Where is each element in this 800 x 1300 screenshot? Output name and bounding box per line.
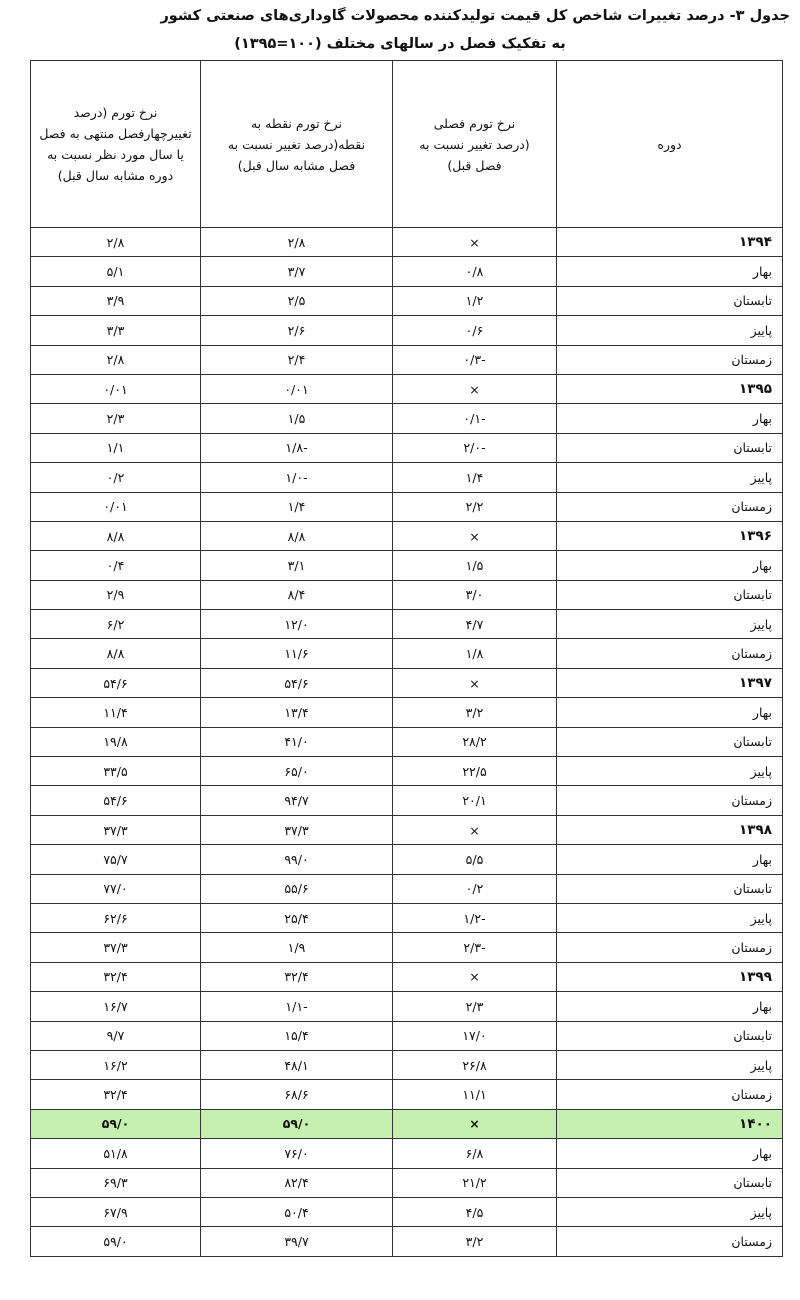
point-cell: ۲/۵ [201,286,393,315]
year-row [31,228,783,257]
annual-cell: ۱/۱ [31,433,201,462]
seasonal-cell: -۲/۰ [393,433,557,462]
annual-cell: ۰/۴ [31,551,201,580]
table-row [31,610,783,639]
annual-cell: ۳۲/۴ [31,962,201,991]
table-row [31,933,783,962]
year-row [31,521,783,550]
point-cell: ۶۵/۰ [201,757,393,786]
seasonal-cell: × [393,962,557,991]
seasonal-cell: ۳/۰ [393,580,557,609]
seasonal-cell: ۰/۸ [393,257,557,286]
table-row [31,757,783,786]
table-row [31,698,783,727]
annual-cell: ۸/۸ [31,639,201,668]
annual-cell: ۷۵/۷ [31,845,201,874]
seasonal-cell: ۲۸/۲ [393,727,557,756]
header-annual: نرخ تورم (درصد تغییرچهارفصل منتهی به فصل یا سال مورد نظر نسبت به دوره مشابه سال قبل) [31,61,201,228]
point-cell: ۵۴/۶ [201,668,393,697]
point-cell: ۳/۱ [201,551,393,580]
inflation-table [30,60,783,1257]
period-cell: زمستان [557,933,783,962]
point-cell: ۳۲/۴ [201,962,393,991]
seasonal-cell: ۲۱/۲ [393,1168,557,1197]
period-cell: زمستان [557,1227,783,1256]
annual-cell: ۲/۸ [31,228,201,257]
annual-cell: ۲/۸ [31,345,201,374]
point-cell: ۱۲/۰ [201,610,393,639]
table-row [31,1050,783,1079]
annual-cell: ۶/۲ [31,610,201,639]
seasonal-cell: -۱/۲ [393,903,557,932]
point-cell: ۲۵/۴ [201,903,393,932]
point-cell: ۶۸/۶ [201,1080,393,1109]
annual-cell: ۱۱/۴ [31,698,201,727]
table-row [31,845,783,874]
period-cell: تابستان [557,1168,783,1197]
point-cell: ۹۴/۷ [201,786,393,815]
table-row [31,551,783,580]
period-cell: بهار [557,551,783,580]
point-cell: ۲/۴ [201,345,393,374]
seasonal-cell: -۰/۳ [393,345,557,374]
period-cell: تابستان [557,1021,783,1050]
seasonal-cell: -۲/۳ [393,933,557,962]
annual-cell: ۳۷/۳ [31,933,201,962]
table-row [31,433,783,462]
seasonal-cell: ۵/۵ [393,845,557,874]
seasonal-cell: ۴/۷ [393,610,557,639]
table-row [31,1168,783,1197]
point-cell: ۲/۶ [201,316,393,345]
table-row [31,639,783,668]
period-cell: تابستان [557,580,783,609]
table-row [31,874,783,903]
period-cell: ۱۳۹۹ [557,962,783,991]
year-row [31,668,783,697]
table-row [31,786,783,815]
seasonal-cell: ۲۶/۸ [393,1050,557,1079]
period-cell: بهار [557,698,783,727]
table-row [31,286,783,315]
table-row [31,345,783,374]
annual-cell: ۲/۳ [31,404,201,433]
annual-cell: ۵۴/۶ [31,786,201,815]
point-cell: ۲/۸ [201,228,393,257]
seasonal-cell: × [393,1109,557,1138]
annual-cell: ۶۷/۹ [31,1197,201,1226]
point-cell: ۱/۹ [201,933,393,962]
table-row [31,1197,783,1226]
header-period: دوره [557,61,783,228]
annual-cell: ۳۷/۳ [31,815,201,844]
period-cell: پاییز [557,316,783,345]
seasonal-cell: ۱۱/۱ [393,1080,557,1109]
point-cell: ۵۹/۰ [201,1109,393,1138]
point-cell: ۷۶/۰ [201,1139,393,1168]
period-cell: ۱۳۹۷ [557,668,783,697]
table-body [31,228,783,1257]
table-row [31,1139,783,1168]
table-row [31,1021,783,1050]
period-cell: بهار [557,1139,783,1168]
point-cell: ۴۸/۱ [201,1050,393,1079]
annual-cell: ۰/۲ [31,463,201,492]
annual-cell: ۳/۳ [31,316,201,345]
period-cell: ۱۳۹۴ [557,228,783,257]
seasonal-cell: ۰/۲ [393,874,557,903]
annual-cell: ۶۹/۳ [31,1168,201,1197]
seasonal-cell: ۰/۶ [393,316,557,345]
table-row [31,727,783,756]
annual-cell: ۸/۸ [31,521,201,550]
seasonal-cell: ۱۷/۰ [393,1021,557,1050]
point-cell: ۳۹/۷ [201,1227,393,1256]
annual-cell: ۳۲/۴ [31,1080,201,1109]
annual-cell: ۵/۱ [31,257,201,286]
seasonal-cell: × [393,668,557,697]
point-cell: ۳۷/۳ [201,815,393,844]
period-cell: پاییز [557,1197,783,1226]
seasonal-cell: ۱/۵ [393,551,557,580]
seasonal-cell: ۱/۲ [393,286,557,315]
period-cell: پاییز [557,463,783,492]
period-cell: بهار [557,257,783,286]
point-cell: ۱۵/۴ [201,1021,393,1050]
seasonal-cell: ۱/۸ [393,639,557,668]
period-cell: ۱۳۹۵ [557,374,783,403]
point-cell: ۸/۴ [201,580,393,609]
point-cell: ۳/۷ [201,257,393,286]
title-line-1: جدول ۳- درصد تغییرات شاخص کل قیمت تولیدکننده محصولات گاوداری‌های صنعتی کشور [160,8,790,24]
annual-cell: ۱۶/۲ [31,1050,201,1079]
annual-cell: ۰/۰۱ [31,374,201,403]
year-row [31,1109,783,1138]
seasonal-cell: ۴/۵ [393,1197,557,1226]
table-row [31,492,783,521]
period-cell: زمستان [557,639,783,668]
point-cell: ۱۳/۴ [201,698,393,727]
annual-cell: ۱۹/۸ [31,727,201,756]
seasonal-cell: ۳/۲ [393,698,557,727]
period-cell: زمستان [557,1080,783,1109]
table-row [31,257,783,286]
period-cell: ۱۳۹۶ [557,521,783,550]
seasonal-cell: ۲/۲ [393,492,557,521]
header-row [31,61,783,228]
period-cell: زمستان [557,786,783,815]
annual-cell: ۷۷/۰ [31,874,201,903]
point-cell: ۴۱/۰ [201,727,393,756]
period-cell: پاییز [557,610,783,639]
period-cell: بهار [557,845,783,874]
period-cell: پاییز [557,757,783,786]
point-cell: ۸/۸ [201,521,393,550]
period-cell: زمستان [557,492,783,521]
period-cell: تابستان [557,727,783,756]
seasonal-cell: ۱/۴ [393,463,557,492]
seasonal-cell: × [393,815,557,844]
annual-cell: ۳/۹ [31,286,201,315]
period-cell: بهار [557,992,783,1021]
annual-cell: ۲/۹ [31,580,201,609]
annual-cell: ۰/۰۱ [31,492,201,521]
point-cell: ۵۰/۴ [201,1197,393,1226]
period-cell: پاییز [557,903,783,932]
year-row [31,815,783,844]
seasonal-cell: ۲/۳ [393,992,557,1021]
year-row [31,374,783,403]
seasonal-cell: ۲۲/۵ [393,757,557,786]
table-row [31,463,783,492]
period-cell: تابستان [557,433,783,462]
seasonal-cell: ۳/۲ [393,1227,557,1256]
seasonal-cell: ۲۰/۱ [393,786,557,815]
point-cell: -۱/۰ [201,463,393,492]
period-cell: پاییز [557,1050,783,1079]
annual-cell: ۶۲/۶ [31,903,201,932]
period-cell: بهار [557,404,783,433]
point-cell: ۱/۴ [201,492,393,521]
table-row [31,316,783,345]
point-cell: ۱۱/۶ [201,639,393,668]
period-cell: زمستان [557,345,783,374]
seasonal-cell: ۶/۸ [393,1139,557,1168]
point-cell: -۱/۸ [201,433,393,462]
table-row [31,992,783,1021]
seasonal-cell: × [393,521,557,550]
table-row [31,1080,783,1109]
table-row [31,903,783,932]
period-cell: تابستان [557,286,783,315]
point-cell: ۰/۰۱ [201,374,393,403]
year-row [31,962,783,991]
table-row [31,404,783,433]
seasonal-cell: -۰/۱ [393,404,557,433]
annual-cell: ۵۹/۰ [31,1227,201,1256]
header-seasonal: نرخ تورم فصلی (درصد تغییر نسبت به فصل قبل) [393,61,557,228]
annual-cell: ۵۹/۰ [31,1109,201,1138]
point-cell: ۱/۵ [201,404,393,433]
annual-cell: ۱۶/۷ [31,992,201,1021]
point-cell: -۱/۱ [201,992,393,1021]
table-row [31,1227,783,1256]
annual-cell: ۵۱/۸ [31,1139,201,1168]
annual-cell: ۵۴/۶ [31,668,201,697]
period-cell: ۱۳۹۸ [557,815,783,844]
period-cell: تابستان [557,874,783,903]
title-line-2: به تفکیک فصل در سالهای مختلف (۱۰۰=۱۳۹۵) [234,36,566,52]
table-row [31,580,783,609]
point-cell: ۸۲/۴ [201,1168,393,1197]
point-cell: ۵۵/۶ [201,874,393,903]
seasonal-cell: × [393,228,557,257]
header-point: نرخ تورم نقطه به نقطه(درصد تغییر نسبت به فصل مشابه سال قبل) [201,61,393,228]
annual-cell: ۹/۷ [31,1021,201,1050]
seasonal-cell: × [393,374,557,403]
period-cell: ۱۴۰۰ [557,1109,783,1138]
annual-cell: ۳۳/۵ [31,757,201,786]
point-cell: ۹۹/۰ [201,845,393,874]
